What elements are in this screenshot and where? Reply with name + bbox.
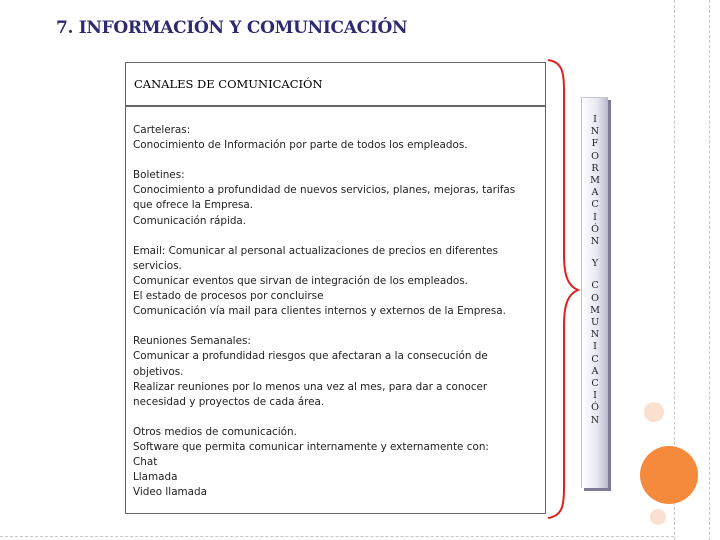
vertical-label-bar	[581, 97, 608, 488]
body-line: Software que permita comunicar internamente y externamente con:	[133, 440, 489, 453]
vertical-letter: A	[591, 365, 599, 377]
letter-gap	[582, 270, 608, 280]
vertical-letter: Ó	[591, 223, 599, 235]
vertical-letter: O	[591, 292, 599, 304]
body-line: Comunicación vía mail para clientes internos y externos de la Empresa.	[133, 305, 506, 318]
vertical-letter: C	[591, 353, 599, 365]
letter-gap	[582, 248, 608, 258]
body-line: necesidad y proyectos de cada área.	[133, 395, 325, 408]
body-line: Video llamada	[133, 486, 208, 499]
body-line: Comunicar eventos que sirvan de integración de los empleados.	[133, 274, 468, 287]
frame-line-right-outer	[709, 0, 710, 540]
body-line: Conocimiento de Información por parte de todos los empleados.	[133, 139, 468, 152]
vertical-letter: N	[590, 414, 600, 426]
vertical-letter: C	[591, 378, 599, 390]
vertical-letter: N	[590, 236, 600, 248]
vertical-letter: I	[593, 211, 597, 223]
body-line: que ofrece la Empresa.	[133, 199, 254, 212]
body-box	[125, 106, 546, 514]
vertical-label	[582, 114, 608, 427]
decor-circle-small-bottom	[650, 509, 666, 525]
vertical-letter: I	[593, 390, 597, 402]
body-line: servicios.	[133, 259, 182, 272]
right-brace-icon	[544, 58, 580, 520]
vertical-letter: I	[593, 114, 597, 125]
body-text	[133, 123, 538, 500]
header-box	[125, 62, 546, 106]
body-line: Realizar reuniones por lo menos una vez al mes, para dar a conocer	[133, 380, 488, 393]
vertical-letter: O	[591, 150, 599, 162]
body-line: objetivos.	[133, 365, 184, 378]
body-line: Comunicación rápida.	[133, 214, 247, 227]
vertical-letter: N	[590, 126, 600, 138]
vertical-letter: M	[590, 175, 600, 187]
vertical-letter: C	[591, 199, 599, 211]
body-line: Comunicar a profundidad riesgos que afectaran a la consecución de	[133, 350, 488, 363]
body-line: Chat	[133, 456, 158, 469]
vertical-letter: M	[590, 304, 600, 316]
header-text: CANALES DE COMUNICACIÓN	[134, 77, 323, 91]
frame-line-bottom	[0, 536, 674, 537]
decor-circle-small-top	[644, 402, 664, 422]
body-line: Otros medios de comunicación.	[133, 425, 297, 438]
line-gap	[133, 319, 538, 334]
body-line: Reuniones Semanales:	[133, 335, 251, 348]
body-line: Conocimiento a profundidad de nuevos servicios, planes, mejoras, tarifas	[133, 184, 516, 197]
vertical-letter: C	[591, 280, 599, 292]
vertical-letter: I	[593, 341, 597, 353]
vertical-letter: R	[591, 162, 599, 174]
vertical-letter: Y	[591, 258, 599, 270]
line-gap	[133, 410, 538, 425]
vertical-letter: Ó	[591, 402, 599, 414]
line-gap	[133, 229, 538, 244]
body-line: Boletines:	[133, 169, 185, 182]
body-line: Llamada	[133, 471, 178, 484]
vertical-letter: A	[591, 187, 599, 199]
decor-circle-orange	[640, 446, 698, 504]
body-line: El estado de procesos por concluirse	[133, 290, 324, 303]
vertical-letter: U	[590, 317, 600, 329]
line-gap	[133, 153, 538, 168]
vertical-letter: N	[590, 329, 600, 341]
body-line: Carteleras:	[133, 124, 191, 136]
vertical-letter: F	[591, 138, 599, 150]
body-line: Email: Comunicar al personal actualizaciones de precios en diferentes	[133, 244, 498, 257]
slide-title: 7. INFORMACIÓN Y COMUNICACIÓN	[56, 18, 408, 38]
